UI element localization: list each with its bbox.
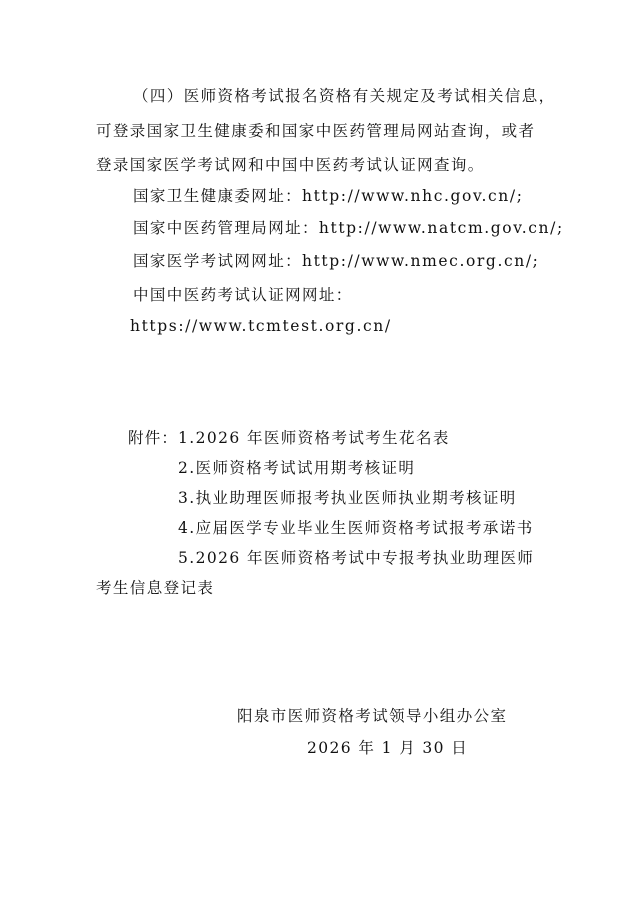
attachment-item-1: 1.2026 年医师资格考试考生花名表 <box>178 429 450 447</box>
link-label-tcmtest: 中国中医药考试认证网网址： <box>133 286 353 304</box>
link-label-nmec: 国家医学考试网网址： <box>133 252 303 270</box>
paragraph-line-2: 可登录国家卫生健康委和国家中医药管理局网站查询，或者 <box>96 122 536 140</box>
signature-date: 2026 年 1 月 30 日 <box>307 739 469 757</box>
link-label-nhc: 国家卫生健康委网址： <box>133 187 303 205</box>
paragraph-line-3: 登录国家医学考试网和中国中医药考试认证网查询。 <box>96 156 485 174</box>
attachments-label: 附件： <box>128 429 179 447</box>
link-label-natcm: 国家中医药管理局网址： <box>133 219 319 237</box>
attachment-item-3: 3.执业助理医师报考执业医师执业期考核证明 <box>178 489 517 507</box>
link-url-natcm[interactable]: http://www.natcm.gov.cn/; <box>318 219 564 237</box>
attachment-item-5-continuation: 考生信息登记表 <box>96 579 215 597</box>
link-row-nhc <box>133 186 524 206</box>
attachment-item-5: 5.2026 年医师资格考试中专报考执业助理医师 <box>178 549 535 567</box>
attachment-item-4: 4.应届医学专业毕业生医师资格考试报考承诺书 <box>178 519 534 537</box>
link-row-nmec <box>133 251 540 271</box>
link-row-natcm <box>133 218 564 238</box>
attachment-item-2: 2.医师资格考试试用期考核证明 <box>178 459 416 477</box>
link-url-nhc[interactable]: http://www.nhc.gov.cn/; <box>302 187 524 205</box>
signature-office: 阳泉市医师资格考试领导小组办公室 <box>237 707 508 725</box>
paragraph-line-1: （四）医师资格考试报名资格有关规定及考试相关信息， <box>133 87 556 105</box>
link-url-tcmtest[interactable]: https://www.tcmtest.org.cn/ <box>130 317 392 335</box>
link-url-nmec[interactable]: http://www.nmec.org.cn/; <box>302 252 540 270</box>
